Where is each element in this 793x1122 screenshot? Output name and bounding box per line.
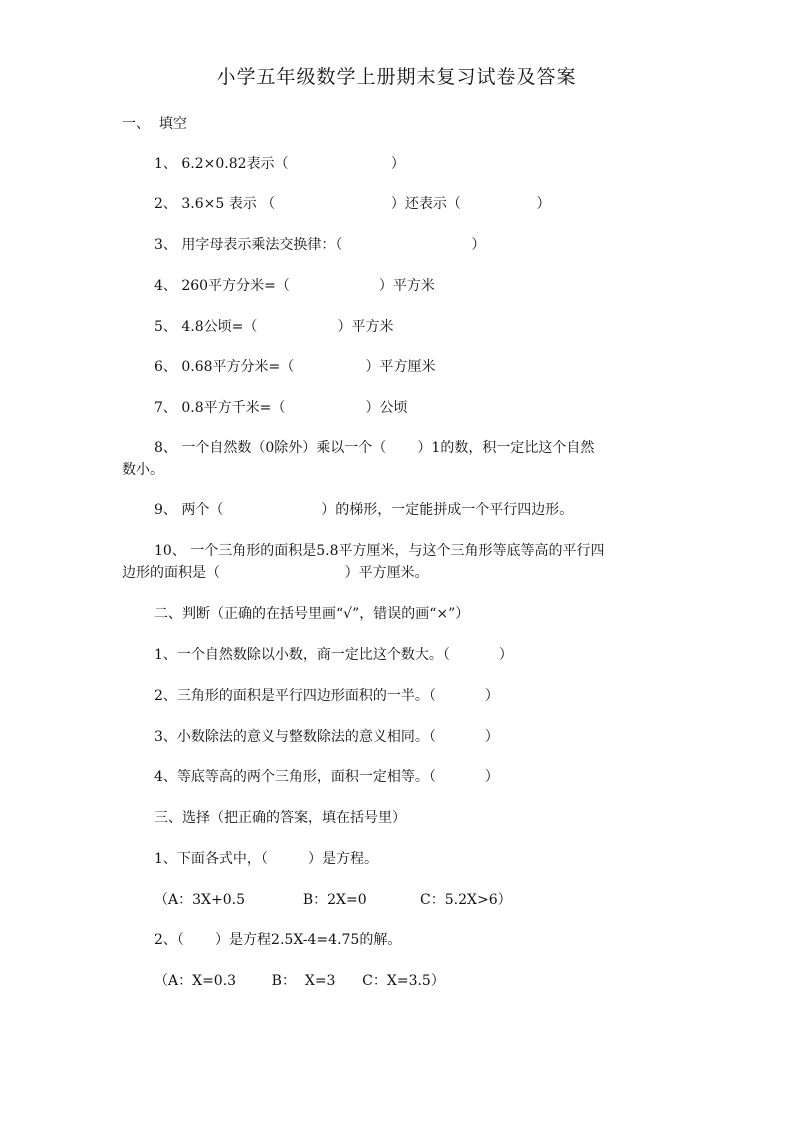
choice-question-1-options: （A：3X+0.5 B：2X=0 C：5.2X>6） — [154, 892, 512, 908]
section-1-heading: 一、 填空 — [122, 116, 187, 132]
fill-item-4: 4、 260平方分米=（ ）平方米 — [154, 278, 435, 294]
section-3-heading: 三、选择（把正确的答案，填在括号里） — [154, 810, 406, 826]
section-2-heading: 二、判断（正确的在括号里画“√”，错误的画“×”） — [154, 606, 470, 622]
judge-item-3: 3、小数除法的意义与整数除法的意义相同。（ ） — [154, 729, 499, 745]
fill-item-7: 7、 0.8平方千米=（ ）公顷 — [154, 400, 408, 416]
page-title: 小学五年级数学上册期末复习试卷及答案 — [216, 66, 577, 88]
judge-item-4: 4、等底等高的两个三角形，面积一定相等。（ ） — [154, 769, 499, 785]
fill-item-10-line-1: 10、 一个三角形的面积是5.8平方厘米，与这个三角形等底等高的平行四 — [154, 543, 605, 559]
fill-item-8 — [122, 437, 682, 481]
fill-item-8-line-2: 数小。 — [122, 462, 164, 478]
choice-question-2-options: （A：X=0.3 B： X=3 C：X=3.5） — [154, 973, 445, 989]
judge-item-1: 1、一个自然数除以小数，商一定比这个数大。（ ） — [154, 647, 513, 663]
choice-question-2: 2、（ ）是方程2.5X-4=4.75的解。 — [154, 932, 402, 948]
choice-question-1: 1、下面各式中，（ ）是方程。 — [154, 851, 378, 867]
fill-item-10 — [122, 540, 682, 584]
fill-item-5: 5、 4.8公顷=（ ）平方米 — [154, 319, 394, 335]
fill-item-10-line-2: 边形的面积是（ ）平方厘米。 — [122, 565, 429, 581]
judge-item-2: 2、三角形的面积是平行四边形面积的一半。（ ） — [154, 688, 499, 704]
fill-item-1: 1、 6.2×0.82表示（ ） — [154, 156, 405, 172]
fill-item-9: 9、 两个（ ）的梯形，一定能拼成一个平行四边形。 — [154, 502, 574, 518]
fill-item-3: 3、 用字母表示乘法交换律：（ ） — [154, 237, 486, 253]
fill-item-2: 2、 3.6×5 表示 （ ）还表示（ ） — [154, 196, 551, 212]
fill-item-8-line-1: 8、 一个自然数（0除外）乘以一个（ ）1的数，积一定比这个自然 — [154, 440, 595, 456]
fill-item-6: 6、 0.68平方分米=（ ）平方厘米 — [154, 359, 436, 375]
